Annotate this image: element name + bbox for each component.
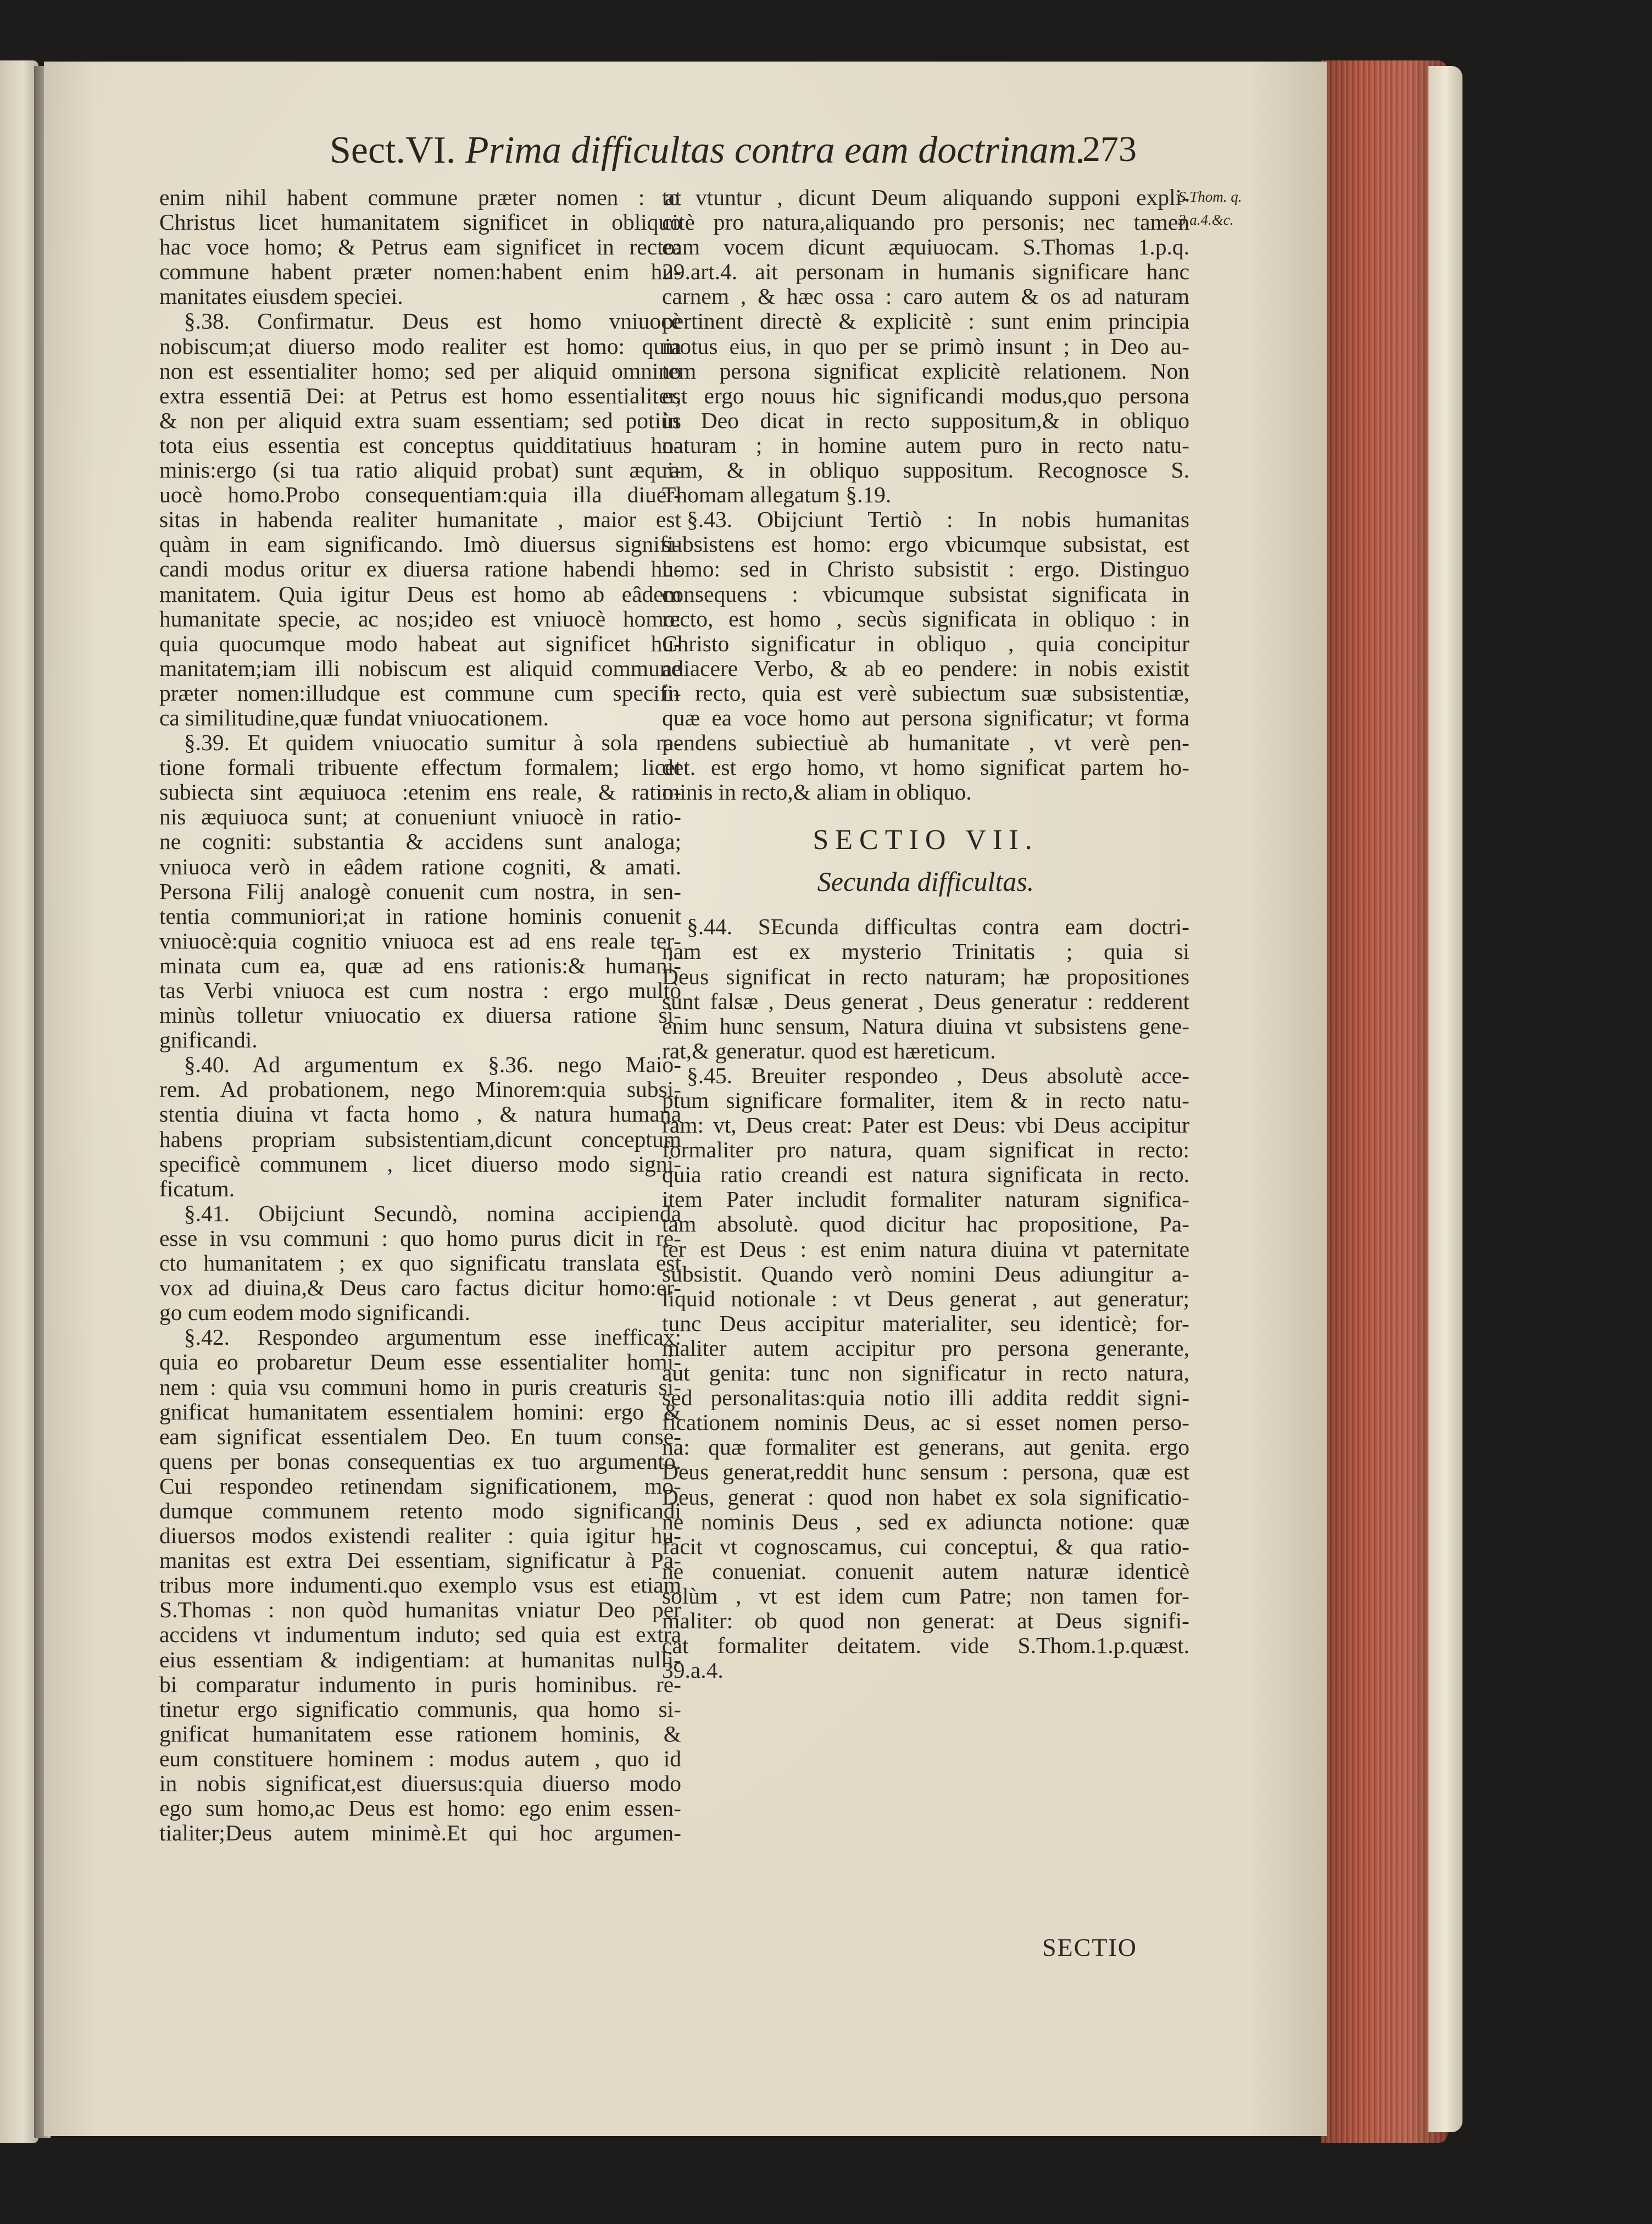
- text-line: subsistit. Quando verò nomini Deus adiungitur a-: [662, 1261, 1189, 1286]
- text-line: diuersos modos existendi realiter : quia igitur hu-: [159, 1523, 681, 1549]
- text-line: ficationem nominis Deus, ac si esset nomen perso-: [662, 1410, 1189, 1435]
- text-line: ego sum homo,ac Deus est homo: ego enim essen-: [159, 1796, 681, 1821]
- text-line: §.43. Obijciunt Tertiò : In nobis humanitas: [687, 507, 1189, 533]
- text-line: pendens subiectiuè ab humanitate , vt verè pen-: [662, 730, 1189, 756]
- text-line: 39.a.4.: [662, 1658, 724, 1683]
- margin-note: [1178, 185, 1277, 231]
- text-line: extra essentiā Dei: at Petrus est homo essentialiter,: [159, 383, 681, 408]
- text-line: §.38. Confirmatur. Deus est homo vniuocè: [184, 309, 681, 334]
- text-line: enim nihil habent commune præter nomen : at: [159, 185, 681, 210]
- text-line: liquid notionale : vt Deus generat , aut generatur;: [662, 1286, 1189, 1311]
- text-line: ne nominis Deus , sed ex adiuncta notione: quæ: [662, 1509, 1189, 1534]
- text-line: vniuocè:quia cognitio vniuoca est ad ens reale ter-: [159, 928, 681, 953]
- section-subheading: Secunda difficultas.: [817, 866, 1034, 897]
- text-line: vox ad diuina,& Deus caro factus dicitur homo:er-: [159, 1275, 681, 1301]
- text-line: sitas in habenda realiter humanitate , maior est: [159, 507, 681, 533]
- text-line: nam est ex mysterio Trinitatis ; quia si: [662, 939, 1189, 964]
- text-line: eum constituere hominem : modus autem , quo id: [159, 1746, 681, 1771]
- text-line: minata cum ea, quæ ad ens rationis:& humani-: [159, 953, 681, 978]
- text-line: §.41. Obijciunt Secundò, nomina accipienda: [184, 1201, 681, 1226]
- right-column: [662, 185, 1189, 1683]
- text-line: nis æquiuoca sunt; at conueniunt vniuocè in ratio-: [159, 805, 681, 830]
- text-line: to vtuntur , dicunt Deum aliquando supponi expli-: [662, 185, 1189, 210]
- text-line: ficatum.: [159, 1176, 235, 1201]
- text-line: in nobis significat,est diuersus:quia diuerso modo: [159, 1771, 681, 1796]
- text-line: Thomam allegatum §.19.: [662, 482, 892, 508]
- running-head: [330, 129, 1086, 173]
- text-line: facit vt cognoscamus, cui conceptui, & qua ratio-: [662, 1534, 1189, 1559]
- text-line: tunc Deus accipitur materialiter, seu identicè; for-: [662, 1311, 1189, 1336]
- text-line: Deus significat in recto naturam; hæ propositiones: [662, 964, 1189, 989]
- text-line: est ergo nouus hic significandi modus,quo persona: [662, 383, 1189, 408]
- text-line: §.40. Ad argumentum ex §.36. nego Maio-: [184, 1052, 681, 1078]
- text-line: ptum significare formaliter, item & in recto natu-: [662, 1088, 1189, 1113]
- text-line: §.42. Respondeo argumentum esse inefficax:: [184, 1325, 681, 1350]
- text-line: recto, est homo , secùs significata in obliquo : in: [662, 606, 1189, 631]
- text-line: habens propriam subsistentiam,dicunt conceptum: [159, 1127, 681, 1152]
- text-line: manitas est extra Dei essentiam, significatur à Pa-: [159, 1548, 681, 1573]
- text-line: tem persona significat explicitè relationem. Non: [662, 358, 1189, 384]
- text-line: ne cogniti: substantia & accidens sunt analoga;: [159, 829, 681, 855]
- right-column-bottom-text: [662, 914, 1189, 1683]
- text-line: bi comparatur indumento in puris hominibus. re-: [159, 1672, 681, 1697]
- text-line: naturam ; in homine autem puro in recto natu-: [662, 432, 1189, 458]
- text-line: tam absolutè. quod dicitur hac propositione, Pa-: [662, 1212, 1189, 1237]
- text-line: quia eo probaretur Deum esse essentialiter homi-: [159, 1350, 681, 1375]
- text-line: Christus licet humanitatem significet in obliquo: [159, 210, 681, 235]
- text-line: cat formaliter deitatem. vide S.Thom.1.p.quæst.: [662, 1633, 1189, 1659]
- text-line: præter nomen:illudque est commune cum specifi-: [159, 680, 681, 706]
- text-line: motus eius, in quo per se primò insunt ; in Deo au-: [662, 334, 1189, 359]
- text-line: adiacere Verbo, & ab eo pendere: in nobis existit: [662, 656, 1189, 681]
- text-line: go cum eodem modo significandi.: [159, 1300, 470, 1325]
- running-head-title: Prima difficultas contra eam doctrinam.: [465, 129, 1086, 171]
- text-line: solùm , vt est idem cum Patre; non tamen for-: [662, 1583, 1189, 1609]
- text-line: minis:ergo (si tua ratio aliquid probat) sunt æqui-: [159, 458, 681, 483]
- text-line: quia ratio creandi est natura significata in recto.: [662, 1162, 1189, 1188]
- text-line: non est essentialiter homo; sed per aliquid omnino: [159, 358, 681, 384]
- text-line: vniuoca verò in eâdem ratione cogniti, & amati.: [159, 854, 681, 879]
- text-line: quia quocumque modo habeat aut significet hu-: [159, 631, 681, 656]
- text-line: Christo significatur in obliquo , quia concipitur: [662, 631, 1189, 656]
- text-line: maliter: ob quod non generat: at Deus signifi-: [662, 1608, 1189, 1633]
- facing-page-edge: [0, 60, 38, 2143]
- text-line: tas Verbi vniuoca est cum nostra : ergo multò: [159, 978, 681, 1003]
- text-line: cto humanitatem ; ex quo significatu translata est: [159, 1251, 681, 1276]
- text-line: manitatem. Quia igitur Deus est homo ab eâdem: [159, 581, 681, 607]
- text-line: quæ ea voce homo aut persona significatur; vt forma: [662, 705, 1189, 730]
- text-line: homo: sed in Christo subsistit : ergo. Distinguo: [662, 557, 1189, 582]
- text-line: enim hunc sensum, Natura diuina vt subsistens gene-: [662, 1013, 1189, 1039]
- text-line: S.Thomas : non quòd humanitas vniatur Deo per: [159, 1598, 681, 1623]
- text-line: commune habent præter nomen:habent enim hu-: [159, 259, 681, 285]
- text-line: eius essentiam & indigentiam: at humanitas nulli-: [159, 1647, 681, 1672]
- text-line: subsistens est homo: ergo vbicumque subsistat, est: [662, 532, 1189, 557]
- text-line: ter est Deus : est enim natura diuina vt paternitate: [662, 1236, 1189, 1262]
- text-line: uocè homo.Probo consequentiam:quia illa diuer-: [159, 482, 681, 508]
- margin-note-line: 3.a.4.&c.: [1178, 212, 1234, 228]
- text-line: manitates eiusdem speciei.: [159, 284, 403, 309]
- text-line: quàm in eam significando. Imò diuersus signifi-: [159, 532, 681, 557]
- text-line: ram: vt, Deus creat: Pater est Deus: vbi Deus accipitur: [662, 1113, 1189, 1138]
- text-line: sed personalitas:quia notio illi addita reddit signi-: [662, 1385, 1189, 1411]
- text-line: gnificat humanitatem essentialem homini: ergo &: [159, 1399, 681, 1424]
- text-line: §.39. Et quidem vniuocatio sumitur à sola ra-: [184, 730, 681, 756]
- text-line: formaliter pro natura, quam significat in recto:: [662, 1138, 1189, 1163]
- section-heading: SECTIO VII.: [813, 824, 1039, 856]
- text-line: specificè communem , licet diuerso modo signi-: [159, 1151, 681, 1177]
- text-line: & non per aliquid extra suam essentiam; sed potiùs: [159, 408, 681, 433]
- text-line: hac voce homo; & Petrus eam significet in recto:: [159, 235, 681, 260]
- text-line: na: quæ formaliter est generans, aut genita. ergo: [662, 1435, 1189, 1460]
- text-line: eam significat essentialem Deo. En tuum conse-: [159, 1424, 681, 1449]
- text-line: pertinent directè & explicitè : sunt enim principia: [662, 309, 1189, 334]
- text-line: nobiscum;at diuerso modo realiter est homo: quia: [159, 334, 681, 359]
- text-line: sunt falsæ , Deus generat , Deus generatur : redderent: [662, 989, 1189, 1014]
- right-column-top-text: [662, 185, 1189, 805]
- book-cover-edge: [1428, 66, 1462, 2132]
- text-line: det. est ergo homo, vt homo significat partem ho-: [662, 755, 1189, 780]
- text-line: carnem , & hæc ossa : caro autem & os ad naturam: [662, 284, 1189, 309]
- text-line: maliter autem accipitur pro persona generante,: [662, 1335, 1189, 1361]
- text-line: tota eius essentia est conceptus quidditatiuus ho-: [159, 432, 681, 458]
- text-line: ne conueniat. conuenit autem naturæ identicè: [662, 1559, 1189, 1584]
- text-line: §.45. Breuiter respondeo , Deus absolutè acce-: [687, 1063, 1189, 1088]
- text-line: in recto, quia est verè subiectum suæ subsistentiæ,: [662, 680, 1189, 706]
- page-number: 273: [1082, 129, 1137, 169]
- text-line: gnificandi.: [159, 1028, 258, 1053]
- catchword: SECTIO: [1042, 1933, 1137, 1961]
- text-line: Deus, generat : quod non habet ex sola significatio-: [662, 1484, 1189, 1510]
- book-page: [44, 62, 1327, 2136]
- text-line: subiecta sint æquiuoca :etenim ens reale, & ratio-: [159, 780, 681, 805]
- text-line: tione formali tribuente effectum formalem; licet: [159, 755, 681, 780]
- text-line: eam vocem dicunt æquiuocam. S.Thomas 1.p.q.: [662, 235, 1189, 260]
- text-line: item Pater includit formaliter naturam significa-: [662, 1187, 1189, 1212]
- text-line: minùs tolletur vniuocatio ex diuersa ratione si-: [159, 1003, 681, 1028]
- text-line: tribus more indumenti.quo exemplo vsus est etiam: [159, 1573, 681, 1598]
- text-line: rem. Ad probationem, nego Minorem:quia subsi-: [159, 1077, 681, 1102]
- text-line: ca similitudine,quæ fundat vniuocationem.: [159, 705, 549, 730]
- text-line: accidens vt indumentum induto; sed quia est extra: [159, 1622, 681, 1648]
- text-line: consequens : vbicumque subsistat significata in: [662, 581, 1189, 607]
- text-line: minis in recto,& aliam in obliquo.: [662, 780, 972, 805]
- text-line: citè pro natura,aliquando pro personis; nec tamen: [662, 210, 1189, 235]
- left-column: [159, 185, 681, 1845]
- text-line: manitatem;iam illi nobiscum est aliquid commune: [159, 656, 681, 681]
- text-line: ram, & in obliquo suppositum. Recognosce S.: [662, 458, 1189, 483]
- text-line: dumque communem retento modo significandi: [159, 1498, 681, 1523]
- text-line: tinetur ergo significatio communis, qua homo si-: [159, 1696, 681, 1722]
- text-line: candi modus oritur ex diuersa ratione habendi hu-: [159, 557, 681, 582]
- text-line: rat,& generatur. quod est hæreticum.: [662, 1038, 996, 1063]
- text-line: quens per bonas consequentias ex tuo argumento.: [159, 1449, 681, 1474]
- text-line: humanitate specie, ac nos;ideo est vniuocè homo:: [159, 606, 681, 631]
- text-line: 29.art.4. ait personam in humanis significare hanc: [662, 259, 1189, 285]
- margin-note-line: S.Thom. q.: [1178, 188, 1242, 205]
- text-line: gnificat humanitatem esse rationem hominis, &: [159, 1721, 681, 1746]
- text-line: stentia diuina vt facta homo , & natura humana: [159, 1102, 681, 1127]
- text-line: Persona Filij analogè conuenit cum nostra, in sen-: [159, 879, 681, 904]
- text-line: Deus generat,reddit hunc sensum : persona, quæ est: [662, 1460, 1189, 1485]
- text-line: §.44. SEcunda difficultas contra eam doctri-: [687, 914, 1189, 940]
- text-line: aut genita: tunc non significatur in recto natura,: [662, 1361, 1189, 1386]
- running-head-section: Sect.VI.: [330, 129, 456, 171]
- text-line: Cui respondeo retinendam significationem, mo-: [159, 1473, 681, 1499]
- text-line: esse in vsu communi : quo homo purus dicit in re-: [159, 1225, 681, 1251]
- text-line: tialiter;Deus autem minimè.Et qui hoc argumen-: [159, 1821, 681, 1846]
- text-line: in Deo dicat in recto suppositum,& in obliquo: [662, 408, 1189, 433]
- text-line: nem : quia vsu communi homo in puris creaturis si-: [159, 1374, 681, 1400]
- text-line: tentia communiori;at in ratione hominis conuenit: [159, 903, 681, 929]
